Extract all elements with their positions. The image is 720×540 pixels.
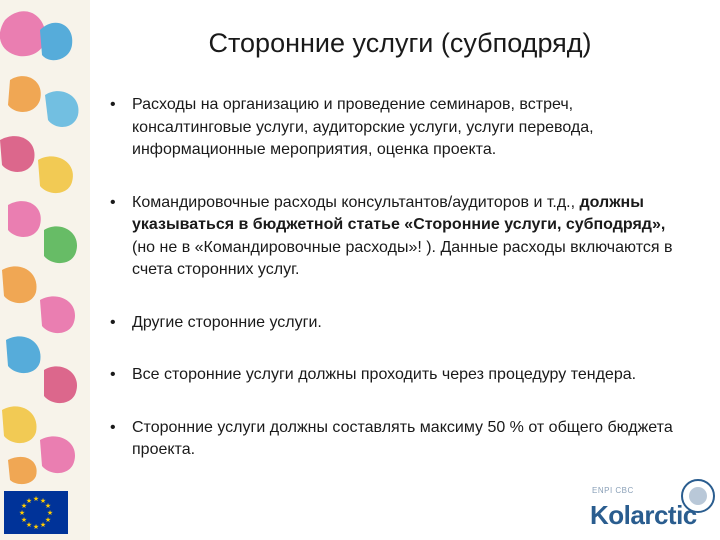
- bullet-dot: •: [110, 96, 116, 113]
- logo-programme-small: ENPI CBC: [592, 486, 634, 495]
- logo-programme-name: Kolarctic: [590, 500, 697, 530]
- svg-text:★: ★: [20, 502, 28, 510]
- svg-text:★: ★: [39, 497, 47, 505]
- bullet-item: [110, 192, 690, 282]
- slide-title: Сторонние услуги (субподряд): [208, 28, 592, 58]
- svg-text:★: ★: [25, 521, 33, 529]
- bullet-dot: •: [110, 366, 116, 383]
- svg-text:★: ★: [32, 495, 40, 503]
- kolarctic-logo: [586, 474, 716, 536]
- eu-stars-icon: [4, 491, 68, 534]
- bullet-item: [110, 312, 690, 335]
- bullet-text: Сторонние услуги должны составлять максиму 50 % от общего бюджета проекта.: [132, 418, 673, 458]
- eu-flag-icon: [4, 491, 68, 534]
- svg-text:★: ★: [46, 509, 54, 517]
- svg-text:★: ★: [20, 516, 28, 524]
- bullet-text-bold: должны указываться в бюджетной статье «Сторонние услуги, субподряд»,: [132, 193, 666, 233]
- bullet-dot: •: [110, 418, 116, 436]
- bullet-text: Другие сторонние услуги.: [132, 313, 322, 331]
- svg-text:★: ★: [25, 497, 33, 505]
- bullet-item: [110, 417, 690, 462]
- bullet-dot: •: [110, 193, 116, 211]
- decorative-handprints-strip: [0, 0, 90, 540]
- bullet-text-post: (но не в «Командировочные расходы»! ). Данные расходы включаются в счета сторонних услуг.: [132, 238, 673, 278]
- bullet-list: [110, 94, 690, 462]
- svg-text:★: ★: [44, 502, 52, 510]
- bullet-text-pre: Командировочные расходы консультантов/аудиторов и т.д.,: [132, 193, 580, 211]
- bullet-text: Расходы на организацию и проведение семинаров, встреч, консалтинговые услуги, аудиторские услуги, услуги перевода, информационные мероприятия, оценка проекта.: [132, 96, 594, 158]
- svg-text:★: ★: [39, 521, 47, 529]
- bullet-item: [110, 94, 690, 162]
- bullet-dot: •: [110, 313, 116, 331]
- bullet-item: [110, 364, 690, 387]
- handprints-icon: [0, 0, 90, 540]
- svg-text:★: ★: [44, 516, 52, 524]
- svg-text:★: ★: [32, 523, 40, 531]
- svg-text:★: ★: [18, 509, 26, 517]
- bullet-text: Все сторонние услуги должны проходить через процедуру тендера.: [132, 366, 637, 383]
